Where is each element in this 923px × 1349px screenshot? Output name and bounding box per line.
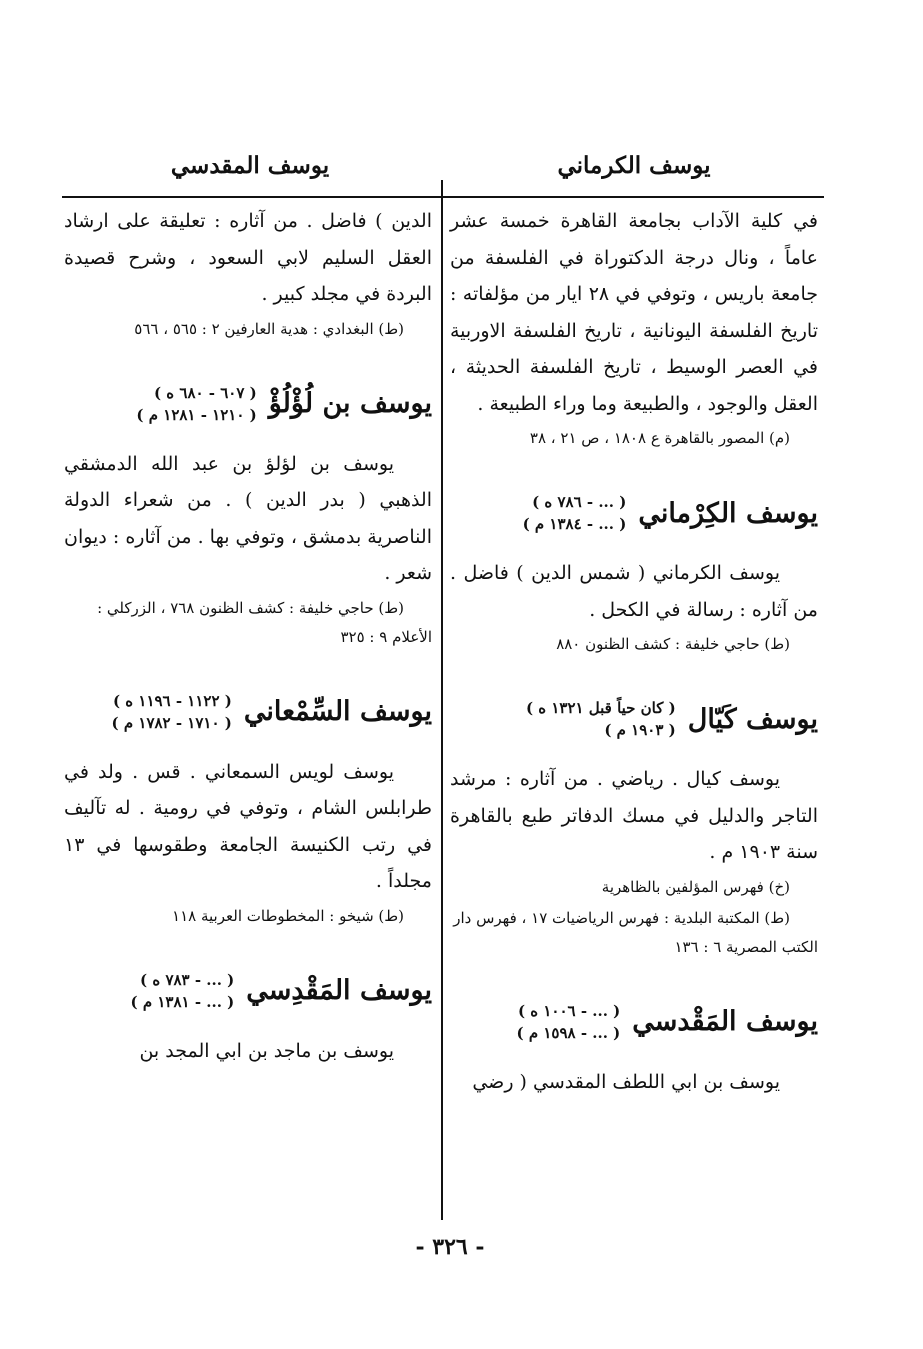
gregorian-date: ( ... - ١٥٩٨ م ) (516, 1023, 621, 1042)
page-number: - ٣٢٦ - (415, 1234, 485, 1260)
entry-name: يوسف بن لُؤْلُؤْ (268, 388, 432, 419)
header-rule (62, 196, 824, 198)
entry-name: يوسف الكِرْماني (638, 497, 818, 529)
entry-name: يوسف السِّمْعاني (243, 696, 432, 727)
gregorian-date: ( ... - ١٣٨١ م ) (130, 992, 235, 1011)
entry-name: يوسف كَيّال (687, 703, 818, 735)
hijri-date: ( ... - ٧٨٣ ه ) (140, 970, 235, 989)
entry-text: يوسف كيال . رياضي . من آثاره : مرشد التاجر والدليل في مسك الدفاتر طبع بالقاهرة سنة ١٩٠٣ م . (450, 768, 818, 863)
hijri-date: ( ١١٢٢ - ١١٩٦ ه ) (112, 691, 232, 710)
column-divider (441, 180, 443, 1220)
entry-heading (450, 491, 818, 535)
continued-paragraph: الدين ) فاضل . من آثاره : تعليقة على ارشاد العقل السليم لابي السعود ، وشرح قصيدة البردة في مجلد كبير . (64, 210, 432, 305)
reference-line: (ط) شيخو : المخطوطات العربية ١١٨ (172, 906, 404, 925)
gregorian-date: ( ١٧١٠ - ١٧٨٢ م ) (111, 713, 232, 732)
entry-text: يوسف الكرماني ( شمس الدين ) فاضل . من آثاره : رسالة في الكحل . (450, 562, 818, 621)
entry-heading (450, 1000, 818, 1044)
reference-line: (ط) حاجي خليفة : كشف الظنون ٧٦٨ ، الزركلي : الأعلام ٩ : ٣٢٥ (97, 598, 432, 646)
continued-paragraph: في كلية الآداب بجامعة القاهرة خمسة عشر عاماً ، ونال درجة الدكتوراة في الفلسفة من جامعة باريس ، وتوفي في ٢٨ ايار من مؤلفاته : تاريخ الفلسفة اليونانية ، تاريخ الفلسفة الاوربية في العصر الوسيط ، تاريخ الفلسفة الحديثة ، العقل والوجود ، والطبيعة وما وراء الطبيعة . (450, 210, 818, 415)
reference-line: (م) المصور بالقاهرة ع ١٨٠٨ ، ص ٢١ ، ٣٨ (529, 429, 790, 447)
entry-text: يوسف بن ابي اللطف المقدسي ( رضي (472, 1070, 780, 1093)
entry-dates (526, 697, 676, 741)
hijri-date: ( كان حياً قبل ١٣٢١ ه ) (525, 699, 676, 717)
reference-line: (ط) المكتبة البلدية : فهرس الرياضيات ١٧ ، فهرس دار الكتب المصرية ٦ : ١٣٦ (453, 908, 818, 956)
entry-heading (64, 382, 432, 426)
entry-dates (523, 491, 627, 535)
gregorian-date: ( ١٢١٠ - ١٢٨١ م ) (136, 405, 257, 424)
hijri-date: ( ... - ١٠٠٦ ه ) (517, 1001, 621, 1020)
entry-dates (136, 382, 256, 426)
entry-name: يوسف المَقْدسي (632, 1006, 818, 1037)
gregorian-date: ( ... - ١٣٨٤ م ) (522, 515, 627, 533)
left-column (64, 203, 432, 1069)
reference-line: (ط) حاجي خليفة : كشف الظنون ٨٨٠ (556, 635, 790, 653)
entry-text: يوسف بن ماجد بن ابي المجد بن (139, 1039, 394, 1062)
entry-dates (517, 1000, 621, 1044)
reference-line: (خ) فهرس المؤلفين بالظاهرية (601, 877, 790, 896)
entry-dates (131, 969, 235, 1013)
hijri-date: ( ٦٠٧ - ٦٨٠ ه ) (153, 383, 257, 402)
entry-heading (64, 690, 432, 734)
entry-text: يوسف بن لؤلؤ بن عبد الله الدمشقي الذهبي ( بدر الدين ) . من شعراء الدولة الناصرية بدمشق ، وتوفي بها . من آثاره : ديوان شعر . (64, 452, 432, 584)
gregorian-date: ( ١٩٠٣ م ) (604, 721, 676, 739)
right-running-header: يوسف الكرماني (557, 152, 711, 179)
right-column (450, 203, 818, 1100)
hijri-date: ( ... - ٧٨٦ ه ) (532, 493, 627, 511)
entry-heading (450, 697, 818, 741)
reference-line: (ط) البغدادي : هدية العارفين ٢ : ٥٦٥ ، ٥٦٦ (134, 319, 404, 338)
entry-heading (64, 969, 432, 1013)
entry-text: يوسف لويس السمعاني . قس . ولد في طرابلس الشام ، وتوفي في رومية . له تآليف في رتب الكنيسة الجامعة وطقوسها في ١٣ مجلداً . (64, 760, 432, 892)
entry-dates (112, 690, 232, 734)
entry-name: يوسف المَقْدِسي (246, 975, 432, 1006)
left-running-header: يوسف المقدسي (170, 152, 330, 179)
